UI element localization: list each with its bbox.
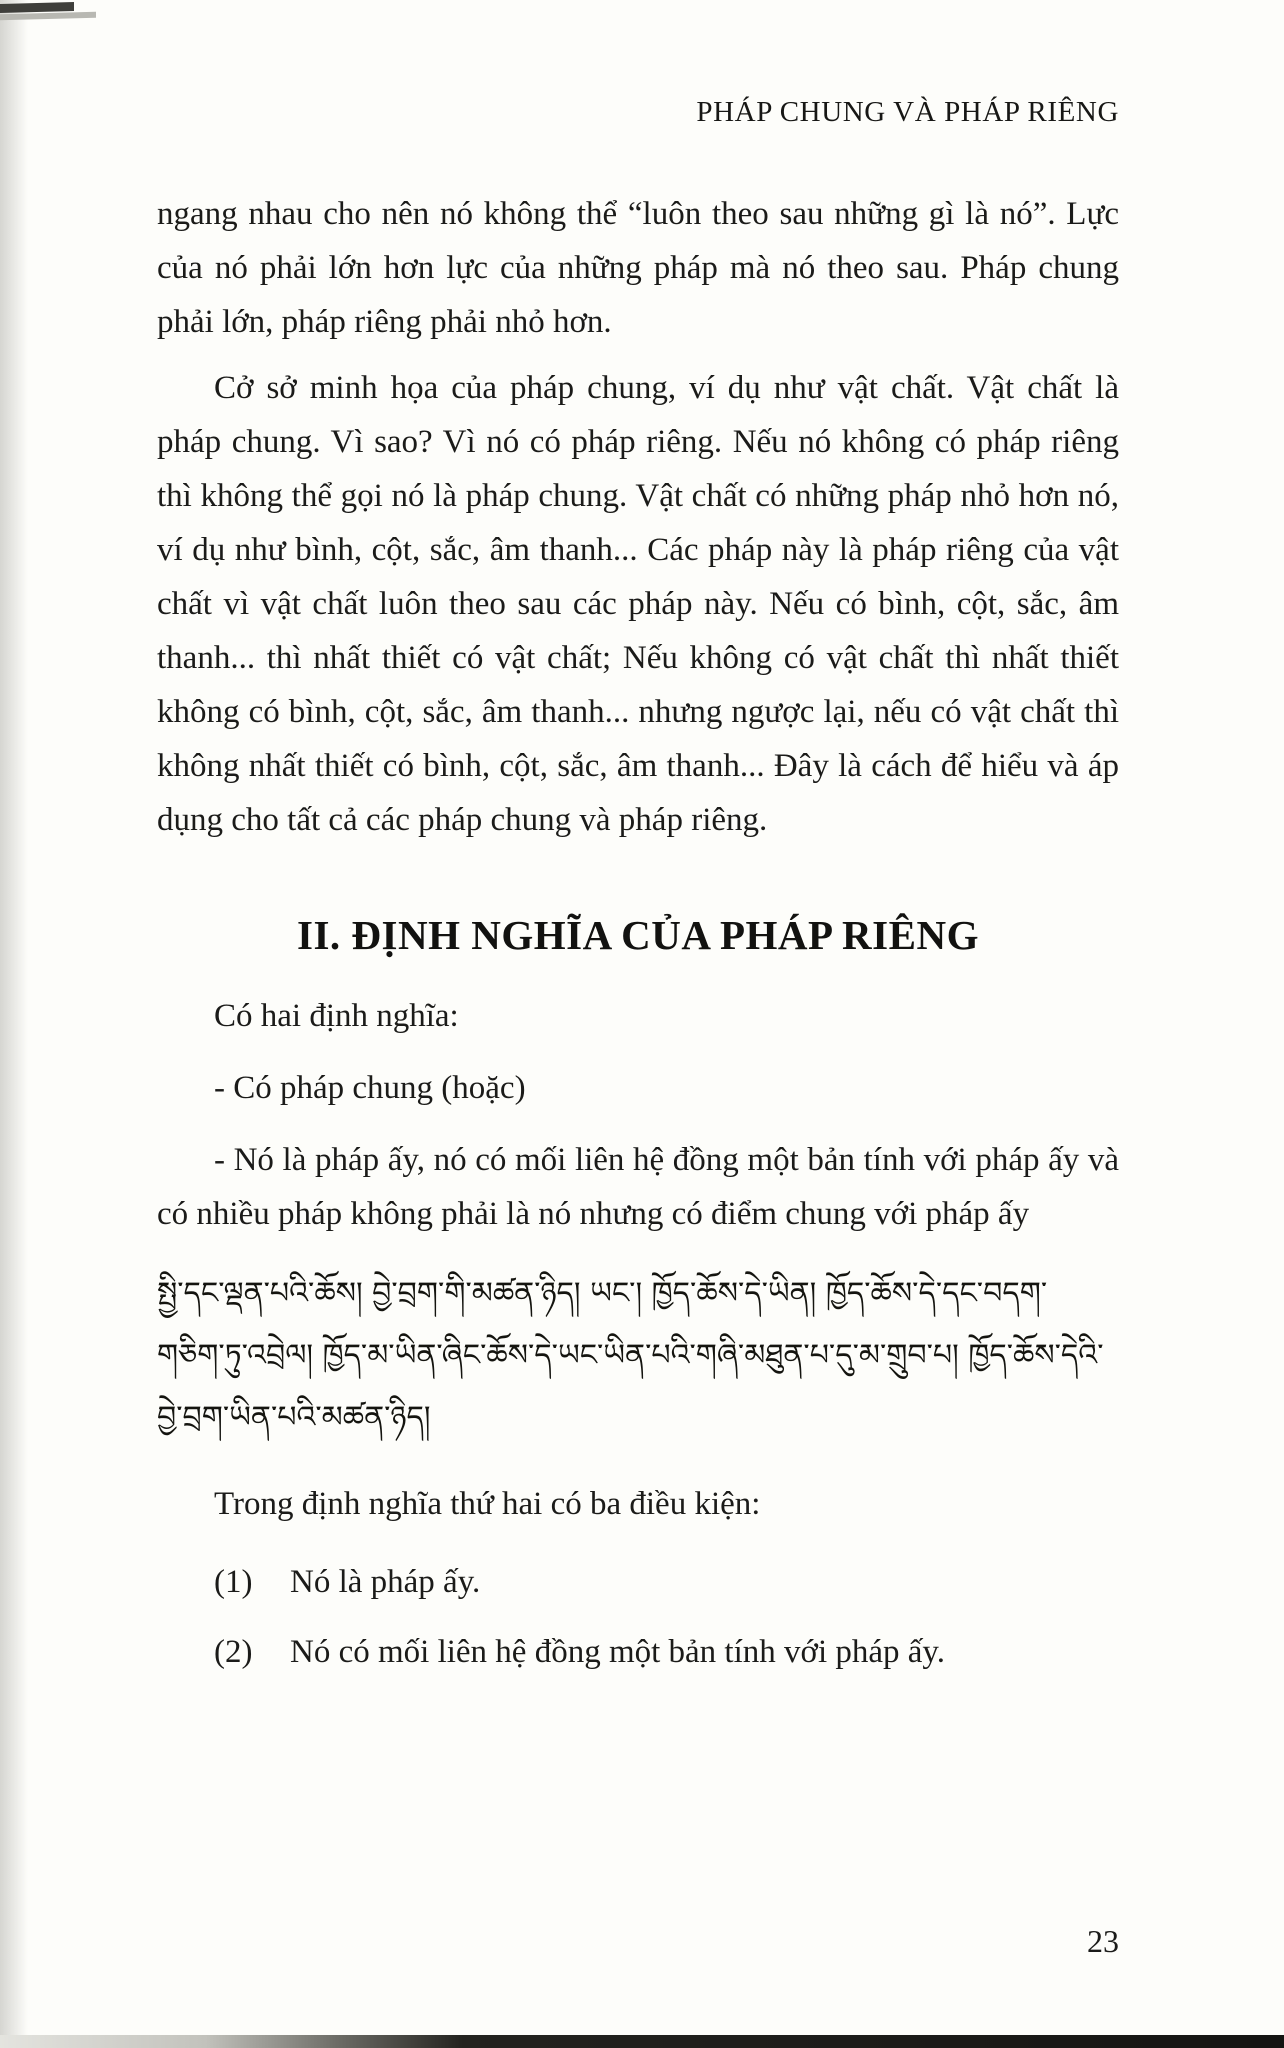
tibetan-quotation [157, 1263, 1119, 1449]
condition-list [157, 1555, 1119, 1679]
page-number: 23 [1087, 1923, 1119, 1959]
scan-artifact-bottom [0, 2035, 1284, 2048]
tibetan-line-1: སྤྱི་དང་ལྡན་པའི་ཆོས། བྱེ་བྲག་གི་མཚན་ཉིད། ཡང་། ཁྱོད་ཆོས་དེ་ཡིན། ཁྱོད་ཆོས་དེ་དང་བདག་ [157, 1276, 1048, 1311]
definition-item-1: - Có pháp chung (hoặc) [214, 1070, 526, 1106]
paragraph-continuation: ngang nhau cho nên nó không thể “luôn theo sau những gì là nó”. Lực của nó phải lớn hơn lực của những pháp mà nó theo sau. Pháp chung phải lớn, pháp riêng phải nhỏ hơn. [157, 196, 1119, 340]
section-heading: II. ĐỊNH NGHĨA CỦA PHÁP RIÊNG [297, 912, 979, 958]
running-header: PHÁP CHUNG VÀ PHÁP RIÊNG [696, 96, 1119, 128]
paragraph-illustration: Cở sở minh họa của pháp chung, ví dụ như vật chất. Vật chất là pháp chung. Vì sao? Vì nó có pháp riêng. Nếu nó không có pháp riêng thì không thể gọi nó là pháp chung. Vật chất có những pháp nhỏ hơn nó, ví dụ như bình, cột, sắc, âm thanh... Các pháp này là pháp riêng của vật chất vì vật chất luôn theo sau các pháp này. Nếu có bình, cột, sắc, âm thanh... thì nhất thiết có vật chất; Nếu không có vật chất thì nhất thiết không có bình, cột, sắc, âm thanh... nhưng ngược lại, nếu có vật chất thì không nhất thiết có bình, cột, sắc, âm thanh... Đây là cách để hiểu và áp dụng cho tất cả các pháp chung và pháp riêng. [157, 370, 1119, 838]
condition-item [157, 1625, 1119, 1679]
condition-number: (1) [214, 1564, 253, 1600]
definition-item-2: - Nó là pháp ấy, nó có mối liên hệ đồng một bản tính với pháp ấy và có nhiều pháp không phải là nó nhưng có điểm chung với pháp ấy [157, 1142, 1119, 1232]
text-column [157, 96, 1119, 1695]
condition-item [157, 1555, 1119, 1609]
condition-text: Nó có mối liên hệ đồng một bản tính với pháp ấy. [290, 1634, 946, 1670]
definitions-intro: Có hai định nghĩa: [214, 998, 459, 1034]
condition-text: Nó là pháp ấy. [290, 1564, 481, 1600]
scan-artifact-top-left-grey [0, 12, 96, 21]
condition-number: (2) [214, 1634, 253, 1670]
scan-artifact-top-left-dark [0, 2, 74, 13]
page-edge-shadow [0, 0, 28, 2048]
tibetan-line-2: གཅིག་ཏུ་འབྲེལ། ཁྱོད་མ་ཡིན་ཞིང་ཆོས་དེ་ཡང་ཡིན་པའི་གཞི་མཐུན་པ་དུ་མ་གྲུབ་པ། ཁྱོད་ཆོས་དེའི་ [157, 1338, 1104, 1373]
tibetan-line-3: བྱེ་བྲག་ཡིན་པའི་མཚན་ཉིད། [157, 1400, 431, 1435]
conditions-intro: Trong định nghĩa thứ hai có ba điều kiện: [214, 1486, 761, 1522]
